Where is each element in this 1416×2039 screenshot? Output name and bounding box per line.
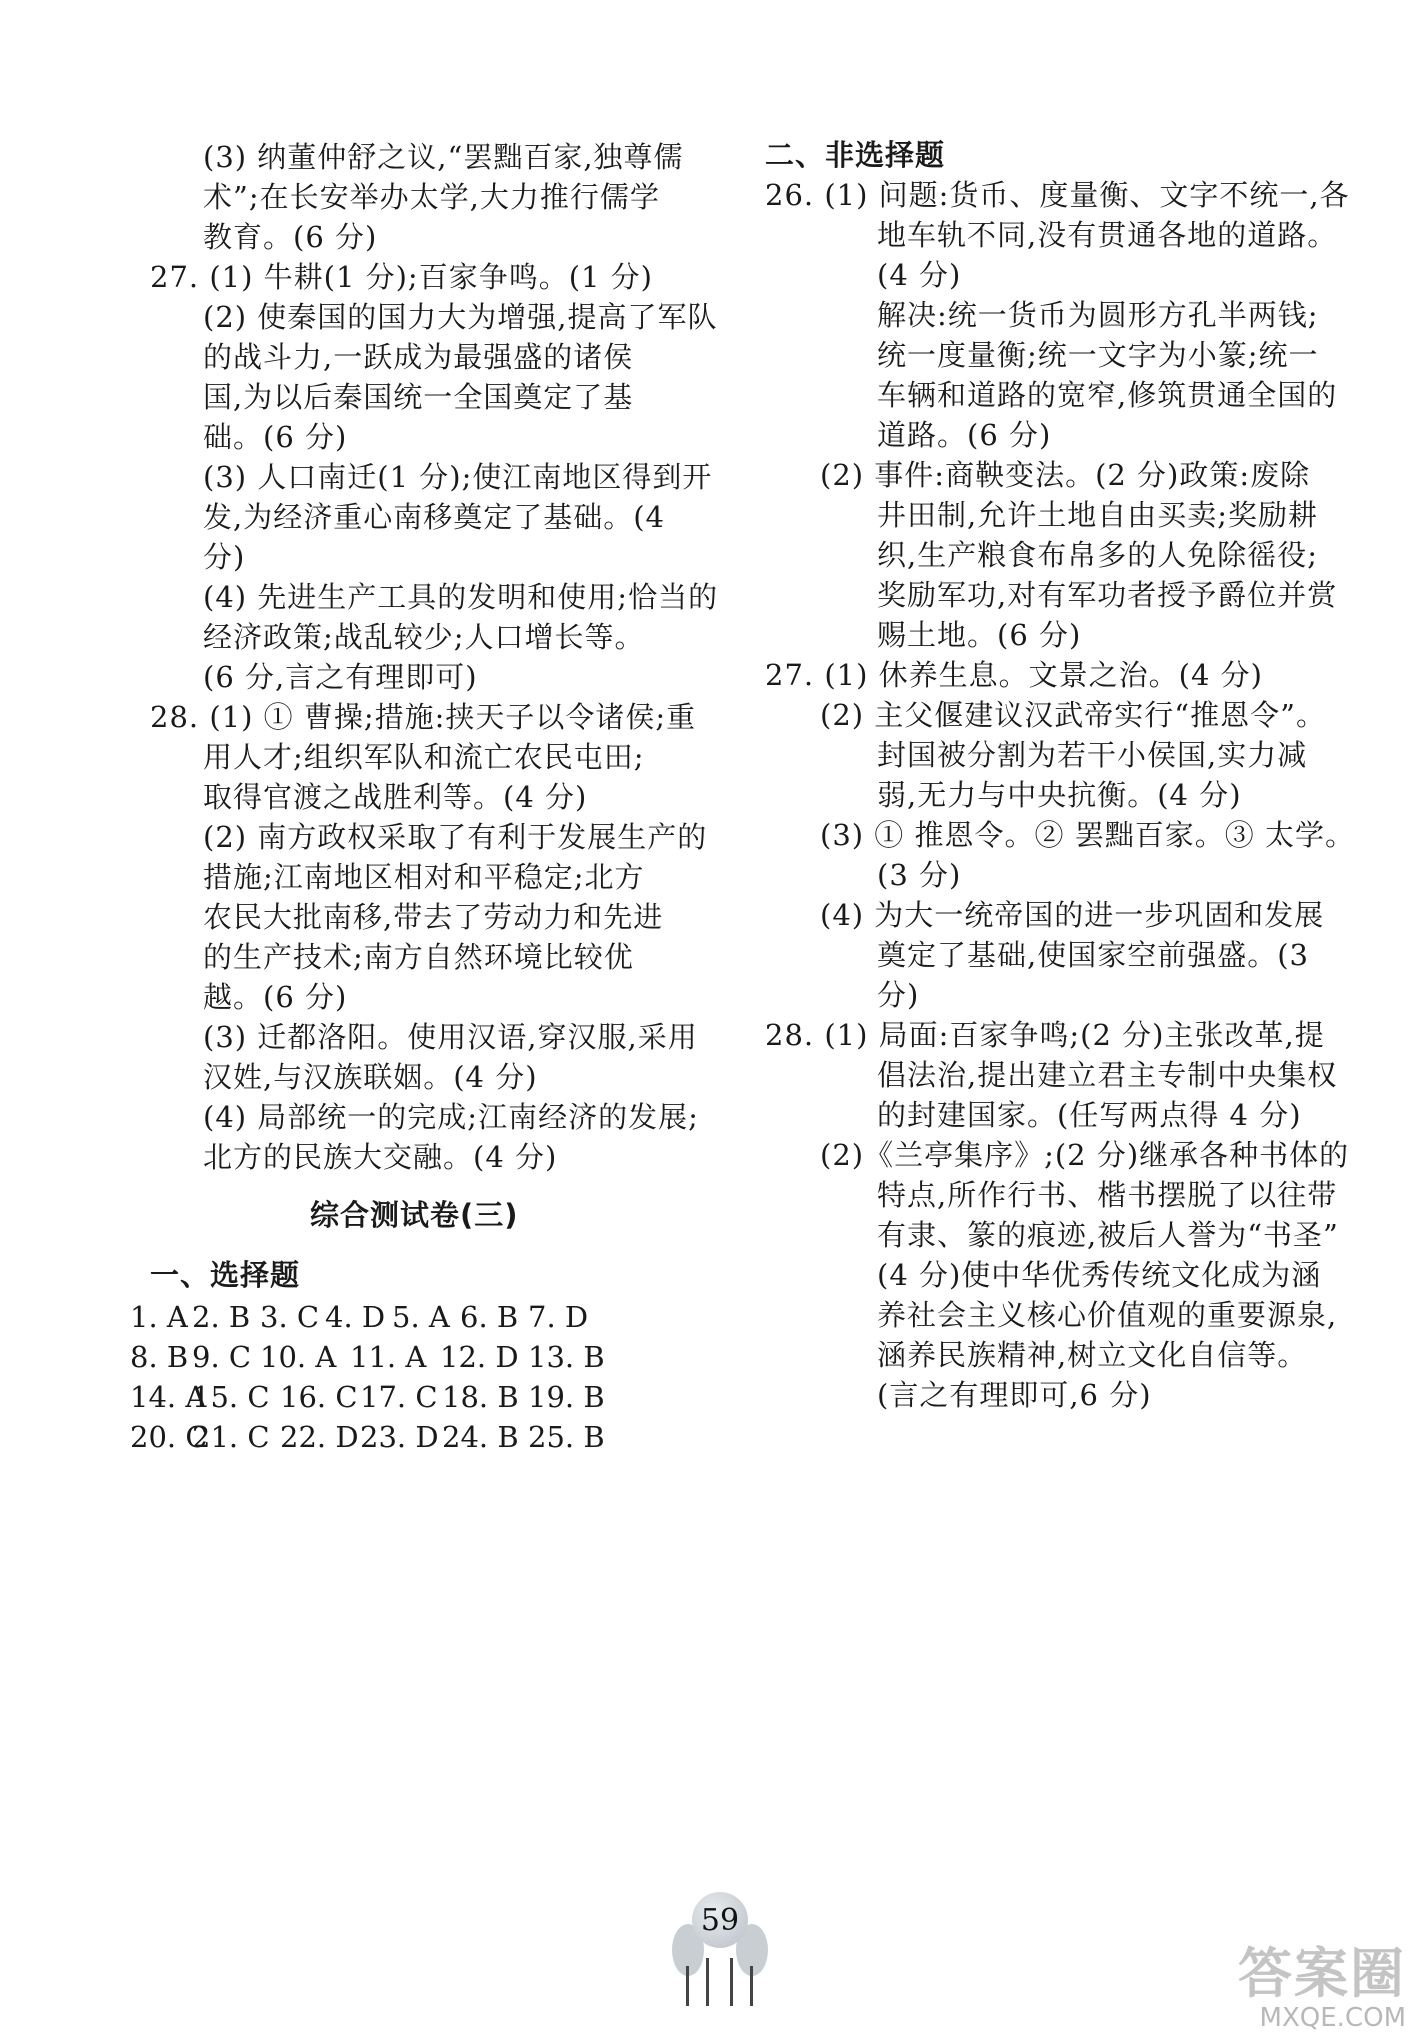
text-line: (2) 事件:商鞅变法。(2 分)政策:废除 xyxy=(820,458,1311,492)
text-line: 用人才;组织军队和流亡农民屯田; xyxy=(203,740,645,774)
text-line: 奖励军功,对有军功者授予爵位并赏 xyxy=(877,578,1338,612)
exam-title: 综合测试卷(三) xyxy=(310,1198,519,1232)
answer-item: 13. B xyxy=(528,1340,605,1374)
text-line: 织,生产粮食布帛多的人免除徭役; xyxy=(877,538,1318,572)
answer-item: 21. C xyxy=(192,1420,270,1454)
answer-item: 22. D xyxy=(280,1420,359,1454)
text-line: (2) 南方政权采取了有利于发展生产的 xyxy=(203,820,708,854)
answer-item: 6. B xyxy=(460,1300,519,1334)
text-line: 有隶、篆的痕迹,被后人誉为“书圣” xyxy=(877,1218,1339,1252)
text-line: 术”;在长安举办太学,大力推行儒学 xyxy=(203,180,660,214)
text-line: (4) 先进生产工具的发明和使用;恰当的 xyxy=(203,580,719,614)
text-line: (4 分) xyxy=(877,258,962,292)
text-line: 特点,所作行书、楷书摆脱了以往带 xyxy=(877,1178,1338,1212)
answer-item: 23. D xyxy=(360,1420,439,1454)
text-line: (4) 为大一统帝国的进一步巩固和发展 xyxy=(820,898,1325,932)
text-line: 础。(6 分) xyxy=(203,420,348,454)
text-line: (3) 人口南迁(1 分);使江南地区得到开 xyxy=(203,460,713,494)
text-line: 取得官渡之战胜利等。(4 分) xyxy=(203,780,588,814)
answer-item: 14. A xyxy=(130,1380,207,1414)
text-line: 奠定了基础,使国家空前强盛。(3 xyxy=(877,938,1309,972)
answer-item: 8. B xyxy=(130,1340,189,1374)
text-line: 车辆和道路的宽窄,修筑贯通全国的 xyxy=(877,378,1338,412)
text-line: 的战斗力,一跃成为最强盛的诸侯 xyxy=(203,340,634,374)
answer-item: 15. C xyxy=(192,1380,270,1414)
answer-item: 11. A xyxy=(350,1340,427,1374)
text-line: 涵养民族精神,树立文化自信等。 xyxy=(877,1338,1308,1372)
text-line: (言之有理即可,6 分) xyxy=(877,1378,1152,1412)
answer-item: 3. C xyxy=(260,1300,320,1334)
text-line: 统一度量衡;统一文字为小篆;统一 xyxy=(877,338,1319,372)
answer-item: 10. A xyxy=(260,1340,337,1374)
text-line: 北方的民族大交融。(4 分) xyxy=(203,1140,558,1174)
text-line: 倡法治,提出建立君主专制中央集权 xyxy=(877,1058,1338,1092)
text-line: 经济政策;战乱较少;人口增长等。 xyxy=(203,620,645,654)
question-28-line: 28. (1) 局面:百家争鸣;(2 分)主张改革,提 xyxy=(765,1018,1325,1052)
text-line: 发,为经济重心南移奠定了基础。(4 xyxy=(203,500,665,534)
answer-item: 20. C xyxy=(130,1420,208,1454)
watermark-url: MXQE.COM xyxy=(1259,2003,1406,2033)
answer-item: 7. D xyxy=(528,1300,589,1334)
question-27-line: 27. (1) 休养生息。文景之治。(4 分) xyxy=(765,658,1263,692)
text-line: 的生产技术;南方自然环境比较优 xyxy=(203,940,634,974)
answer-item: 16. C xyxy=(280,1380,358,1414)
text-line: 汉姓,与汉族联姻。(4 分) xyxy=(203,1060,538,1094)
text-line: (2)《兰亭集序》;(2 分)继承各种书体的 xyxy=(820,1138,1350,1172)
question-26-line: 26. (1) 问题:货币、度量衡、文字不统一,各 xyxy=(765,178,1350,212)
answer-item: 5. A xyxy=(392,1300,450,1334)
answer-item: 18. B xyxy=(442,1380,519,1414)
answer-item: 19. B xyxy=(528,1380,605,1414)
text-line: 分) xyxy=(877,978,920,1012)
answer-item: 9. C xyxy=(192,1340,252,1374)
text-line: 国,为以后秦国统一全国奠定了基 xyxy=(203,380,634,414)
answer-item: 4. D xyxy=(325,1300,386,1334)
text-line: 井田制,允许土地自由买卖;奖励耕 xyxy=(877,498,1318,532)
answer-item: 25. B xyxy=(528,1420,605,1454)
text-line: 赐土地。(6 分) xyxy=(877,618,1082,652)
text-line: (2) 主父偃建议汉武帝实行“推恩令”。 xyxy=(820,698,1326,732)
text-line: (3 分) xyxy=(877,858,962,892)
section-heading-nonchoice: 二、非选择题 xyxy=(765,138,946,172)
text-line: (3) 迁都洛阳。使用汉语,穿汉服,采用 xyxy=(203,1020,698,1054)
text-line: 养社会主义核心价值观的重要源泉, xyxy=(877,1298,1338,1332)
text-line: (2) 使秦国的国力大为增强,提高了军队 xyxy=(203,300,718,334)
watermark-logo xyxy=(1238,1942,1406,2033)
text-line: 越。(6 分) xyxy=(203,980,348,1014)
text-line: 的封建国家。(任写两点得 4 分) xyxy=(877,1098,1302,1132)
answer-item: 12. D xyxy=(440,1340,519,1374)
text-line: 措施;江南地区相对和平稳定;北方 xyxy=(203,860,645,894)
text-line: 道路。(6 分) xyxy=(877,418,1052,452)
text-line: (3) 纳董仲舒之议,“罢黜百家,独尊儒 xyxy=(203,140,684,174)
page-number-badge xyxy=(672,1888,768,2018)
question-27-line: 27. (1) 牛耕(1 分);百家争鸣。(1 分) xyxy=(150,260,653,294)
text-line: (6 分,言之有理即可) xyxy=(203,660,478,694)
watermark-text: 答案圈 xyxy=(1238,1942,1406,2005)
text-line: 弱,无力与中央抗衡。(4 分) xyxy=(877,778,1242,812)
text-line: (4) 局部统一的完成;江南经济的发展; xyxy=(203,1100,699,1134)
answer-item: 1. A xyxy=(130,1300,188,1334)
text-line: 分) xyxy=(203,540,246,574)
text-line: (4 分)使中华优秀传统文化成为涵 xyxy=(877,1258,1322,1292)
text-line: 农民大批南移,带去了劳动力和先进 xyxy=(203,900,664,934)
question-28-line: 28. (1) ① 曹操;措施:挟天子以令诸侯;重 xyxy=(150,700,697,734)
text-line: 封国被分割为若干小侯国,实力减 xyxy=(877,738,1308,772)
answer-item: 17. C xyxy=(360,1380,438,1414)
answer-item: 24. B xyxy=(442,1420,519,1454)
page-number: 59 xyxy=(692,1892,748,1948)
text-line: 教育。(6 分) xyxy=(203,220,378,254)
text-line: (3) ① 推恩令。② 罢黜百家。③ 太学。 xyxy=(820,818,1355,852)
answer-item: 2. B xyxy=(192,1300,251,1334)
section-heading-choice: 一、选择题 xyxy=(150,1258,301,1292)
text-line: 解决:统一货币为圆形方孔半两钱; xyxy=(877,298,1319,332)
text-line: 地车轨不同,没有贯通各地的道路。 xyxy=(877,218,1338,252)
